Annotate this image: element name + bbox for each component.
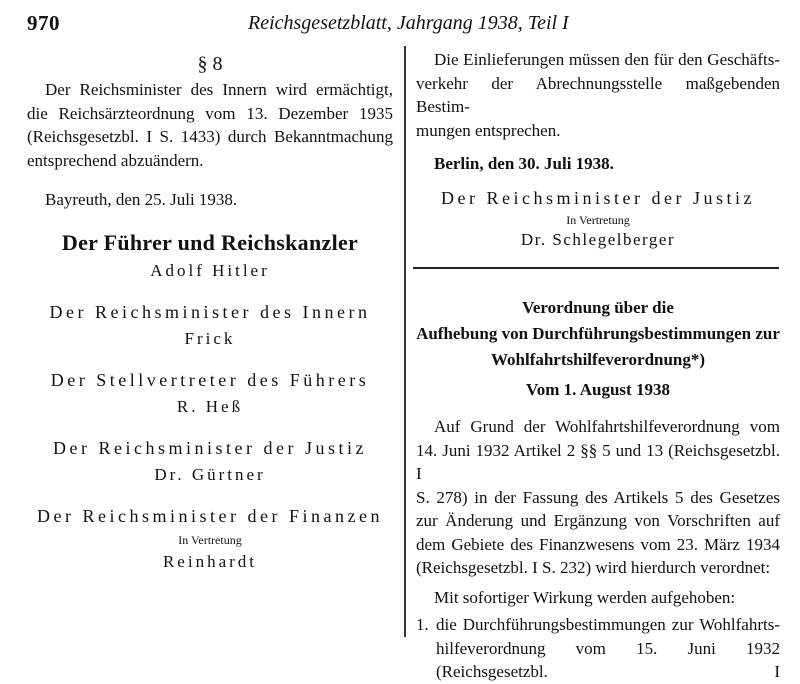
ordinance-title-line: Wohlfahrtshilfeverordnung*) [490, 350, 706, 369]
signature-proxy: In Vertretung [566, 213, 630, 227]
signature-name: Adolf Hitler [150, 261, 270, 280]
text-line: hilfeverordnung vom 15. Juni 1932 (Reichsgesetzbl. I [436, 638, 780, 681]
place-date: Bayreuth, den 25. Juli 1938. [45, 190, 238, 209]
text-line: mungen entsprechen. [416, 120, 561, 140]
repeal-item [416, 613, 780, 684]
text-line: dem Gebiete des Finanzwesens vom 23. März 1934 [416, 534, 780, 554]
signature-block [27, 230, 393, 281]
signature-title: Der Stellvertreter des Führers [50, 370, 370, 390]
text-line: zur Änderung und Ergänzung von Vorschriften auf [416, 511, 780, 530]
continuation-paragraph [416, 48, 780, 142]
signature-block [27, 506, 393, 572]
text-line: entsprechend abzuändern. [27, 150, 204, 170]
signature-block [27, 370, 393, 417]
text-line: Der Reichsminister des Innern wird ermächtigt, [45, 80, 393, 99]
signature-title: Der Reichsminister des Innern [49, 302, 371, 322]
text-line: Auf Grund der Wohlfahrtshilfeverordnung vom [434, 417, 780, 436]
right-column [416, 48, 780, 681]
ordinance-title-line: Verordnung über die [522, 298, 674, 317]
signature-block [27, 302, 393, 349]
text-line: (Reichsgesetzbl. I S. 1433) durch Bekanntmachung [27, 127, 393, 146]
signature-name: Reinhardt [162, 552, 258, 571]
signature-name: Dr. Gürtner [154, 465, 266, 484]
signature-title: Der Reichsminister der Justiz [441, 188, 755, 208]
ordinance-title-line: Aufhebung von Durchführungsbestimmungen zur [416, 324, 780, 343]
signature-name: R. Heß [176, 397, 244, 416]
signature-title: Der Reichsminister der Justiz [53, 438, 367, 458]
ordinance [416, 295, 780, 684]
text-line: verkehr der Abrechnungsstelle maßgebenden Bestim- [416, 73, 780, 116]
page-number: 970 [27, 11, 60, 35]
left-column [27, 50, 393, 572]
item-text [436, 613, 780, 684]
text-line: S. 278) in der Fassung des Artikels 5 des Gesetzes [416, 487, 780, 507]
signature-name: Frick [184, 329, 236, 348]
repeal-intro: Mit sofortiger Wirkung werden aufgehoben: [434, 587, 736, 607]
text-line: 14. Juni 1932 Artikel 2 §§ 5 und 13 (Reichsgesetzbl. I [416, 440, 780, 483]
section-heading: § 8 [197, 53, 223, 75]
signature-block [27, 438, 393, 485]
ordinance-date: Vom 1. August 1938 [526, 380, 670, 399]
signature-block [416, 188, 780, 250]
text-line: Die Einlieferungen müssen den für den Geschäfts- [434, 50, 780, 69]
running-head: Reichsgesetzblatt, Jahrgang 1938, Teil I [248, 12, 569, 34]
preamble-paragraph [416, 415, 780, 580]
section-divider [413, 267, 779, 269]
signature-proxy: In Vertretung [178, 533, 242, 547]
signature-name: Dr. Schlegelberger [520, 230, 676, 249]
text-line: die Reichsärzteordnung vom 13. Dezember 1935 [27, 103, 393, 123]
column-rule [404, 46, 406, 637]
text-line: die Durchführungsbestimmungen zur Wohlfahrts- [436, 615, 780, 634]
place-date: Berlin, den 30. Juli 1938. [434, 154, 614, 173]
signature-title: Der Führer und Reichskanzler [61, 230, 359, 255]
section-paragraph [27, 78, 393, 172]
text-line: (Reichsgesetzbl. I S. 232) wird hierdurch verordnet: [416, 558, 771, 577]
item-number: 1. [416, 615, 429, 634]
signature-title: Der Reichsminister der Finanzen [37, 506, 383, 526]
